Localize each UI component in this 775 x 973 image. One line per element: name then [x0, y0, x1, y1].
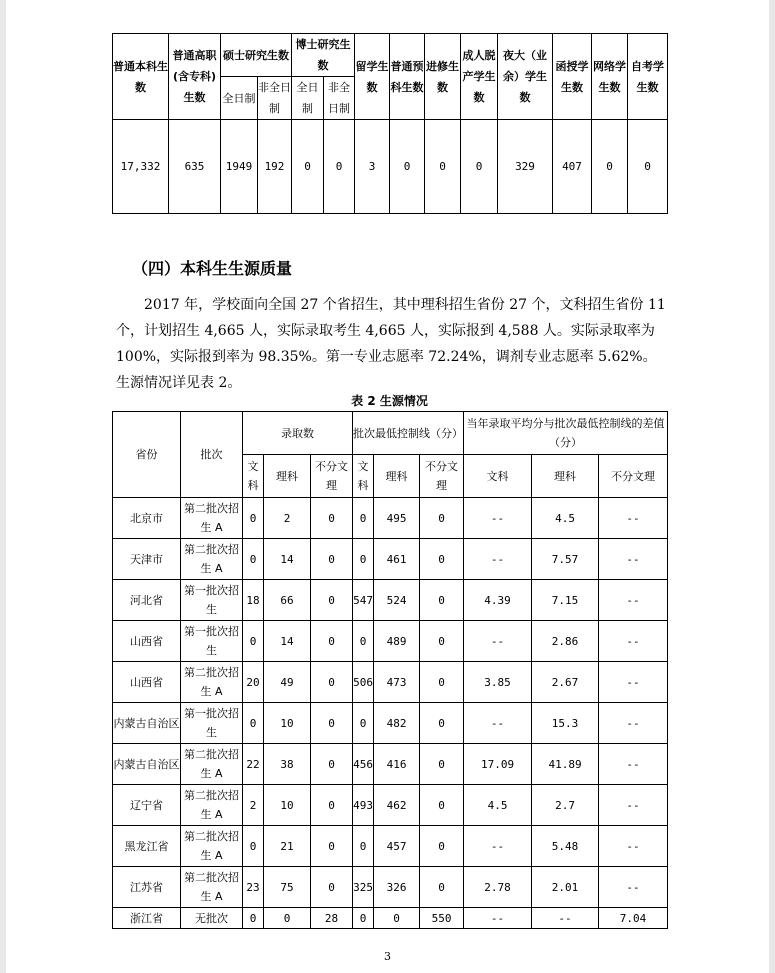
header-advanced: 进修生数: [425, 34, 461, 120]
value-cell: 0: [311, 621, 353, 662]
header-phd-group: 博士研究生数: [292, 34, 355, 77]
value-cell: 0: [420, 867, 464, 908]
value-cell: 550: [420, 908, 464, 929]
value-cell: 7.04: [599, 908, 668, 929]
value-cell: 457: [374, 826, 420, 867]
value-cell: 0: [390, 120, 425, 214]
header-online: 网络学生数: [592, 34, 628, 120]
value-cell: 0: [353, 498, 374, 539]
student-count-table: [112, 33, 668, 214]
value-cell: 0: [420, 580, 464, 621]
province-cell: 山西省: [113, 621, 181, 662]
value-cell: 0: [353, 826, 374, 867]
value-cell: --: [464, 621, 532, 662]
value-cell: 22: [243, 744, 264, 785]
value-cell: 0: [243, 908, 264, 929]
value-cell: 506: [353, 662, 374, 703]
value-cell: 0: [374, 908, 420, 929]
value-cell: 0: [461, 120, 498, 214]
batch-cell: 第二批次招生 A: [181, 662, 243, 703]
value-cell: 0: [311, 744, 353, 785]
header-master-part: 非全日制: [258, 77, 292, 120]
value-cell: 4.39: [464, 580, 532, 621]
header-line-arts: 文科: [353, 455, 374, 498]
header-vocational: 普通高职(含专科)生数: [169, 34, 221, 120]
value-cell: 18: [243, 580, 264, 621]
header-province: 省份: [113, 412, 181, 498]
source-quality-table: [112, 411, 668, 929]
table-row: [113, 580, 668, 621]
header-phd-full: 全日制: [292, 77, 324, 120]
value-cell: 3.85: [464, 662, 532, 703]
value-cell: 15.3: [532, 703, 599, 744]
value-cell: 2.86: [532, 621, 599, 662]
value-cell: --: [599, 785, 668, 826]
header-batch: 批次: [181, 412, 243, 498]
header-diff-arts: 文科: [464, 455, 532, 498]
header-undergrad: 普通本科生数: [113, 34, 169, 120]
value-cell: 0: [243, 621, 264, 662]
value-cell: 66: [264, 580, 311, 621]
value-cell: 0: [311, 580, 353, 621]
value-cell: 41.89: [532, 744, 599, 785]
batch-cell: 第一批次招生: [181, 580, 243, 621]
value-cell: 7.15: [532, 580, 599, 621]
value-cell: 0: [311, 867, 353, 908]
value-cell: 482: [374, 703, 420, 744]
table-row: [113, 744, 668, 785]
header-adult: 成人脱产学生数: [461, 34, 498, 120]
province-cell: 黑龙江省: [113, 826, 181, 867]
value-cell: --: [599, 539, 668, 580]
value-cell: 547: [353, 580, 374, 621]
value-cell: 2.01: [532, 867, 599, 908]
value-cell: 407: [553, 120, 592, 214]
value-cell: 0: [592, 120, 628, 214]
value-cell: 329: [498, 120, 553, 214]
value-cell: --: [532, 908, 599, 929]
header-night: 夜大（业余）学生数: [498, 34, 553, 120]
header-intl: 留学生数: [355, 34, 390, 120]
value-cell: 192: [258, 120, 292, 214]
table-row: [113, 908, 668, 929]
value-cell: 0: [311, 785, 353, 826]
value-cell: --: [599, 744, 668, 785]
value-cell: 0: [264, 908, 311, 929]
header-diff-general: 不分文理: [599, 455, 668, 498]
value-cell: --: [599, 580, 668, 621]
value-cell: 10: [264, 785, 311, 826]
table-row: [113, 539, 668, 580]
value-cell: 17.09: [464, 744, 532, 785]
value-cell: 2: [264, 498, 311, 539]
province-cell: 北京市: [113, 498, 181, 539]
value-cell: 3: [355, 120, 390, 214]
value-cell: --: [599, 826, 668, 867]
value-cell: 0: [243, 703, 264, 744]
province-cell: 河北省: [113, 580, 181, 621]
value-cell: 17,332: [113, 120, 169, 214]
province-cell: 浙江省: [113, 908, 181, 929]
batch-cell: 第一批次招生: [181, 621, 243, 662]
value-cell: 493: [353, 785, 374, 826]
province-cell: 江苏省: [113, 867, 181, 908]
value-cell: 23: [243, 867, 264, 908]
batch-cell: 第二批次招生 A: [181, 867, 243, 908]
value-cell: --: [464, 908, 532, 929]
value-cell: --: [599, 867, 668, 908]
header-admitted: 录取数: [243, 412, 353, 455]
value-cell: 0: [353, 539, 374, 580]
province-cell: 内蒙古自治区: [113, 744, 181, 785]
value-cell: 0: [420, 498, 464, 539]
value-cell: 0: [311, 826, 353, 867]
value-cell: 0: [243, 826, 264, 867]
value-cell: 4.5: [464, 785, 532, 826]
value-cell: 0: [420, 785, 464, 826]
section-title: （四）本科生生源质量: [132, 259, 293, 278]
value-cell: 495: [374, 498, 420, 539]
value-cell: 326: [374, 867, 420, 908]
header-self-study: 自考学生数: [628, 34, 668, 120]
header-phd-part: 非全日制: [324, 77, 355, 120]
value-cell: 75: [264, 867, 311, 908]
table-row: [113, 703, 668, 744]
value-cell: 524: [374, 580, 420, 621]
value-cell: --: [464, 703, 532, 744]
page-number: 3: [384, 950, 391, 963]
value-cell: 0: [353, 621, 374, 662]
value-cell: 0: [311, 662, 353, 703]
value-cell: --: [464, 539, 532, 580]
value-cell: 7.57: [532, 539, 599, 580]
value-cell: 0: [628, 120, 668, 214]
value-cell: 0: [243, 498, 264, 539]
header-line-general: 不分文理: [420, 455, 464, 498]
header-line-science: 理科: [374, 455, 420, 498]
province-cell: 辽宁省: [113, 785, 181, 826]
value-cell: 38: [264, 744, 311, 785]
value-cell: 635: [169, 120, 221, 214]
value-cell: 5.48: [532, 826, 599, 867]
value-cell: 0: [420, 703, 464, 744]
value-cell: 0: [243, 539, 264, 580]
value-cell: 20: [243, 662, 264, 703]
value-cell: 10: [264, 703, 311, 744]
value-cell: 0: [353, 908, 374, 929]
value-cell: 2.67: [532, 662, 599, 703]
batch-cell: 第一批次招生: [181, 703, 243, 744]
value-cell: 0: [420, 539, 464, 580]
value-cell: 0: [324, 120, 355, 214]
value-cell: --: [464, 826, 532, 867]
value-cell: 49: [264, 662, 311, 703]
header-prep: 普通预科生数: [390, 34, 425, 120]
value-cell: 14: [264, 621, 311, 662]
value-cell: --: [599, 498, 668, 539]
header-correspondence: 函授学生数: [553, 34, 592, 120]
batch-cell: 第二批次招生 A: [181, 498, 243, 539]
value-cell: 0: [420, 744, 464, 785]
value-cell: 28: [311, 908, 353, 929]
value-cell: 0: [420, 826, 464, 867]
value-cell: 2: [243, 785, 264, 826]
value-cell: 1949: [221, 120, 258, 214]
value-cell: 4.5: [532, 498, 599, 539]
value-cell: 0: [425, 120, 461, 214]
header-diff-science: 理科: [532, 455, 599, 498]
value-cell: 461: [374, 539, 420, 580]
value-cell: 0: [420, 621, 464, 662]
table-row: [113, 826, 668, 867]
body-paragraph: 2017 年，学校面向全国 27 个省招生，其中理科招生省份 27 个，文科招生省份 11 个，计划招生 4,665 人，实际录取考生 4,665 人，实际报到 4,588 人。实际录取率为 100%，实际报到率为 98.35%。第一专业志愿率 72.24%，调剂专业志愿率 5.62%。 生源情况详见表 2。: [116, 297, 666, 391]
header-admitted-science: 理科: [264, 455, 311, 498]
header-master-full: 全日制: [221, 77, 258, 120]
value-cell: 416: [374, 744, 420, 785]
value-cell: 2.7: [532, 785, 599, 826]
student-count-row: [113, 120, 668, 214]
value-cell: --: [599, 621, 668, 662]
value-cell: 456: [353, 744, 374, 785]
table-row: [113, 621, 668, 662]
header-score-diff: 当年录取平均分与批次最低控制线的差值（分）: [464, 412, 668, 455]
header-control-line: 批次最低控制线（分）: [353, 412, 464, 455]
batch-cell: 第二批次招生 A: [181, 744, 243, 785]
page-frame-left: [0, 0, 6, 973]
value-cell: --: [599, 703, 668, 744]
table-caption: 表 2 生源情况: [351, 394, 428, 408]
value-cell: --: [464, 498, 532, 539]
batch-cell: 无批次: [181, 908, 243, 929]
value-cell: 462: [374, 785, 420, 826]
value-cell: 473: [374, 662, 420, 703]
value-cell: 2.78: [464, 867, 532, 908]
table-row: [113, 662, 668, 703]
value-cell: 21: [264, 826, 311, 867]
value-cell: 0: [420, 662, 464, 703]
table-row: [113, 498, 668, 539]
source-quality-rows: [113, 498, 668, 929]
value-cell: 0: [311, 498, 353, 539]
header-admitted-general: 不分文理: [311, 455, 353, 498]
value-cell: 0: [353, 703, 374, 744]
batch-cell: 第二批次招生 A: [181, 539, 243, 580]
table-row: [113, 785, 668, 826]
page-frame-right: [769, 0, 775, 973]
table-row: [113, 867, 668, 908]
value-cell: 325: [353, 867, 374, 908]
header-master-group: 硕士研究生数: [221, 34, 292, 77]
province-cell: 山西省: [113, 662, 181, 703]
batch-cell: 第二批次招生 A: [181, 826, 243, 867]
province-cell: 内蒙古自治区: [113, 703, 181, 744]
value-cell: 0: [292, 120, 324, 214]
header-admitted-arts: 文科: [243, 455, 264, 498]
value-cell: 489: [374, 621, 420, 662]
province-cell: 天津市: [113, 539, 181, 580]
value-cell: --: [599, 662, 668, 703]
value-cell: 14: [264, 539, 311, 580]
value-cell: 0: [311, 703, 353, 744]
value-cell: 0: [311, 539, 353, 580]
batch-cell: 第二批次招生 A: [181, 785, 243, 826]
